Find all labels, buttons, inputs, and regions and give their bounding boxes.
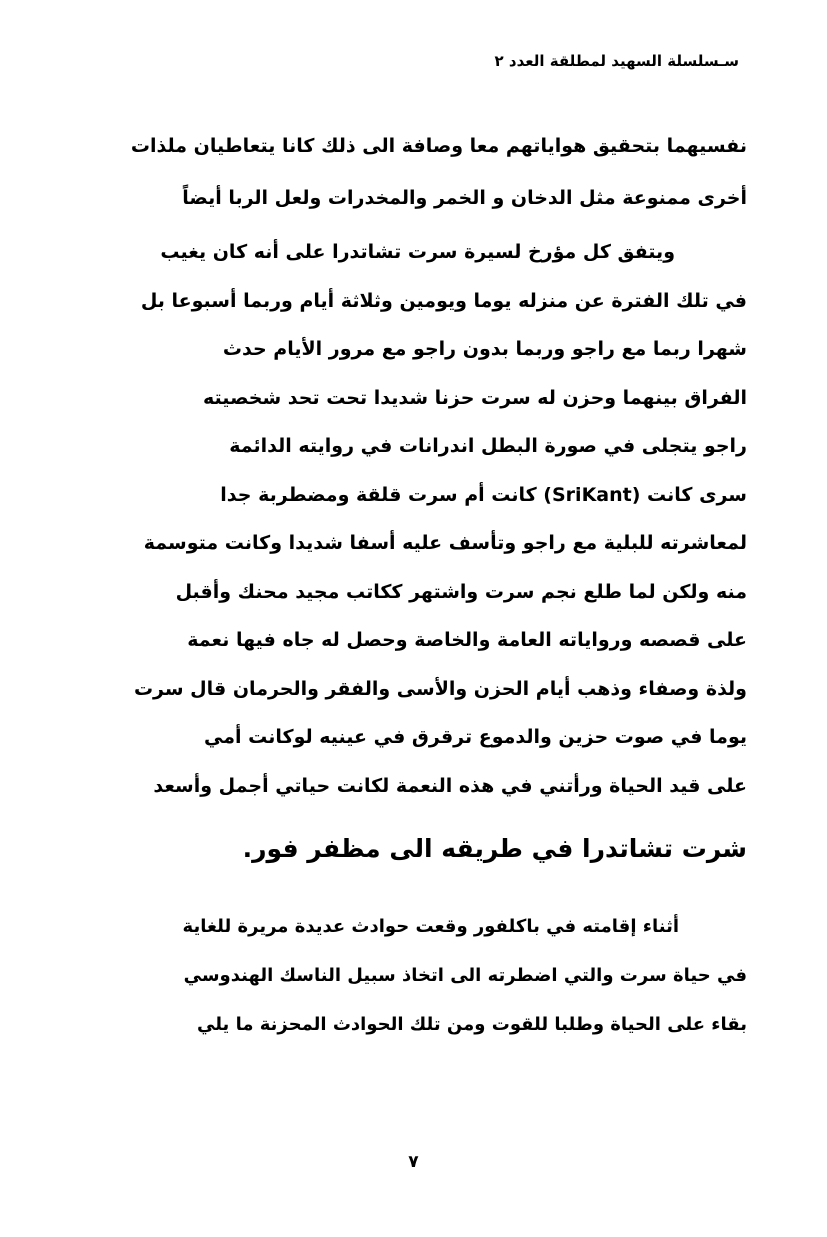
paragraph-line: ولذة وصفاء وذهب أيام الحزن والأسى والفقر والحرمان قال سرت <box>133 677 747 700</box>
paragraph-line: على قصصه ورواياته العامة والخاصة وحصل له جاه فيها نعمة <box>187 629 747 651</box>
paragraph-line: أخرى ممنوعة مثل الدخان و الخمر والمخدرات ولعل الربا أيضاً <box>182 187 747 209</box>
paragraph-line: في حياة سرت والتي اضطرته الى اتخاذ سبيل الناسك الهندوسي <box>183 965 747 986</box>
paragraph-line: راجو يتجلى في صورة البطل اندرانات في روايته الدائمة <box>229 435 747 457</box>
paragraph-1 <box>83 120 747 224</box>
paragraph-line: منه ولكن لما طلع نجم سرت واشتهر ككاتب مجيد محنك وأقبل <box>175 580 747 603</box>
paragraph-line: نفسيهما بتحقيق هواياتهم معا وصافة الى ذلك كانا يتعاطيان ملذات <box>130 135 747 157</box>
paragraph-line: الفراق بينهما وحزن له سرت حزنا شديدا تحت تحد شخصيته <box>203 386 747 409</box>
paragraph-line: سرى كانت (SriKant) كانت أم سرت قلقة ومضطربة جدا <box>220 483 747 506</box>
paragraph-line: ويتفق كل مؤرخ لسيرة سرت تشاتدرا على أنه كان يغيب <box>160 241 675 263</box>
paragraph-line: في تلك الفترة عن منزله يوما ويومين وثلاثة أيام وربما أسبوعا بل <box>140 289 747 312</box>
paragraph-line: على قيد الحياة ورأتني في هذه النعمة لكانت حياتي أجمل وأسعد <box>153 774 747 797</box>
page-number: ٧ <box>408 1152 419 1172</box>
paragraph-2 <box>83 228 747 810</box>
running-header: سـسلسلة السهيد لمطلقة العدد ٢ <box>494 52 739 70</box>
paragraph-line: شهرا ربما مع راجو وربما بدون راجو مع مرور الأيام حدث <box>222 338 747 360</box>
paragraph-line: لمعاشرته للبلية مع راجو وتأسف عليه أسفا شديدا وكانت متوسمة <box>143 532 747 554</box>
paragraph-line: يوما في صوت حزين والدموع ترقرق في عينيه لوكانت أمي <box>204 726 747 748</box>
paragraph-line: بقاء على الحياة وطلبا للقوت ومن تلك الحوادث المحزنة ما يلي <box>196 1014 747 1035</box>
paragraph-3 <box>83 902 747 1049</box>
paragraph-line: أثناء إقامته في باكلفور وقعت حوادث عديدة مريرة للغاية <box>182 916 679 937</box>
section-heading: شرت تشاتدرا في طريقه الى مظفر فور. <box>242 834 747 863</box>
